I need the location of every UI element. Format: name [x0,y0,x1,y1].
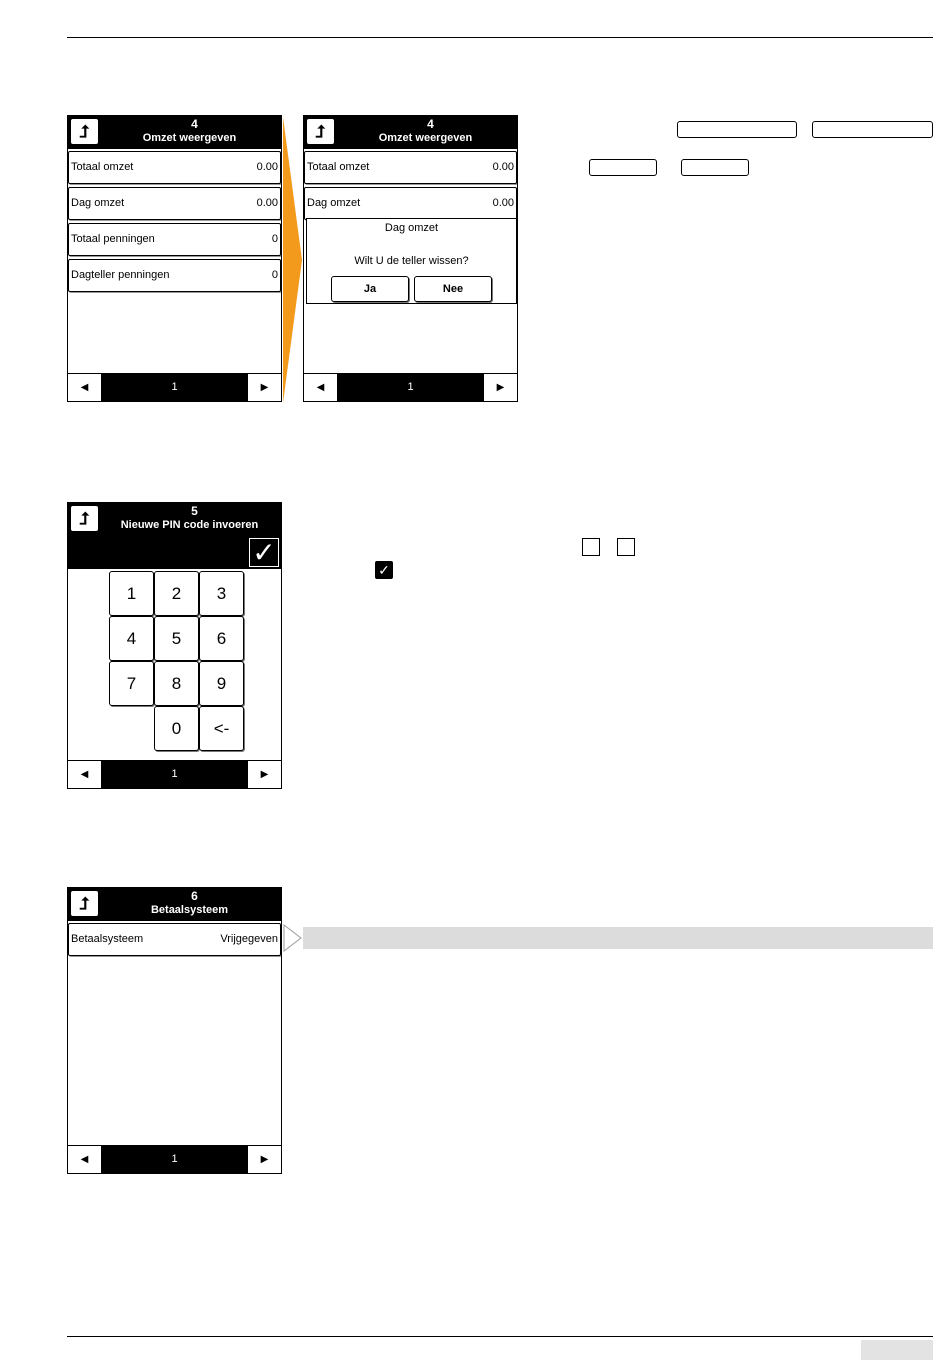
screen-number: 6 [191,889,198,903]
bottom-rule [67,1336,933,1337]
screen-betaalsysteem [67,887,282,1174]
confirm-dialog [306,218,517,304]
inline-key-sketch [582,538,600,556]
row-value: 0 [271,233,278,245]
list-item[interactable] [68,187,281,220]
screen-footer [68,1145,281,1173]
no-button[interactable]: Nee [414,276,492,302]
row-value: 0.00 [492,161,514,173]
triangle-right-icon[interactable]: ▶ [247,374,281,401]
triangle-left-icon[interactable]: ◀ [68,374,102,401]
highlight-bar [303,927,933,949]
inline-button-sketch [681,159,749,176]
transition-arrow [282,115,304,405]
checkmark-icon[interactable]: ✓ [249,538,279,567]
screen-title: Betaalsysteem [150,904,229,916]
screen-footer [68,760,281,788]
pin-input[interactable] [68,536,281,569]
row-value: 0.00 [256,161,278,173]
screen-footer [304,373,517,401]
screen-number: 5 [191,504,198,518]
row-label: Totaal omzet [307,161,370,173]
dialog-title: Dag omzet [384,222,439,234]
row-label: Dagteller penningen [71,269,170,281]
backspace-key[interactable]: <- [199,706,244,751]
row-value: Vrijgegeven [220,933,278,945]
keypad-key[interactable]: 9 [199,661,244,706]
row-label: Betaalsysteem [71,933,144,945]
screen-footer [68,373,281,401]
page-indicator: 1 [338,374,483,401]
top-rule [67,37,933,38]
keypad-key[interactable]: 1 [109,571,154,616]
checkmark-icon: ✓ [375,561,393,579]
pointer-arrow-icon [283,924,303,952]
triangle-right-icon[interactable]: ▶ [247,761,281,788]
screen-omzet-dialog [303,115,518,402]
list-item[interactable] [68,259,281,292]
screen-title: Nieuwe PIN code invoeren [120,519,259,531]
inline-key-sketch [617,538,635,556]
screen-header [68,888,281,921]
screen-title: Omzet weergeven [378,132,473,144]
screen-pin [67,502,282,789]
keypad-key[interactable]: 8 [154,661,199,706]
screen-header [304,116,517,149]
triangle-right-icon[interactable]: ▶ [247,1146,281,1173]
row-label: Totaal penningen [71,233,155,245]
keypad-key[interactable]: 6 [199,616,244,661]
list-item[interactable] [304,187,517,220]
page-indicator: 1 [102,374,247,401]
list-item[interactable] [68,923,281,956]
screen-number: 4 [191,117,198,131]
keypad-key[interactable]: 3 [199,571,244,616]
dialog-question: Wilt U de teller wissen? [354,255,469,267]
inline-button-sketch [677,121,797,138]
screen-number: 4 [427,117,434,131]
keypad-key[interactable]: 0 [154,706,199,751]
row-value: 0 [271,269,278,281]
keypad-key[interactable]: 4 [109,616,154,661]
list-item[interactable] [68,223,281,256]
return-arrow-icon[interactable]: ⮥ [70,505,99,532]
return-arrow-icon[interactable]: ⮥ [306,118,335,145]
triangle-right-icon[interactable]: ▶ [483,374,517,401]
screen-header [68,116,281,149]
screen-header [68,503,281,536]
screen-omzet [67,115,282,402]
screen-title: Omzet weergeven [142,132,237,144]
triangle-left-icon[interactable]: ◀ [68,1146,102,1173]
page-indicator: 1 [102,1146,247,1173]
return-arrow-icon[interactable]: ⮥ [70,118,99,145]
inline-button-sketch [589,159,657,176]
row-label: Dag omzet [71,197,125,209]
keypad-key[interactable]: 7 [109,661,154,706]
row-label: Dag omzet [307,197,361,209]
row-value: 0.00 [256,197,278,209]
list-item[interactable] [68,151,281,184]
triangle-left-icon[interactable]: ◀ [304,374,338,401]
inline-button-sketch [812,121,933,138]
list-item[interactable] [304,151,517,184]
page-indicator: 1 [102,761,247,788]
return-arrow-icon[interactable]: ⮥ [70,890,99,917]
page-number-box [861,1340,933,1360]
keypad-key[interactable]: 5 [154,616,199,661]
row-value: 0.00 [492,197,514,209]
keypad-key[interactable]: 2 [154,571,199,616]
triangle-left-icon[interactable]: ◀ [68,761,102,788]
yes-button[interactable]: Ja [331,276,409,302]
row-label: Totaal omzet [71,161,134,173]
